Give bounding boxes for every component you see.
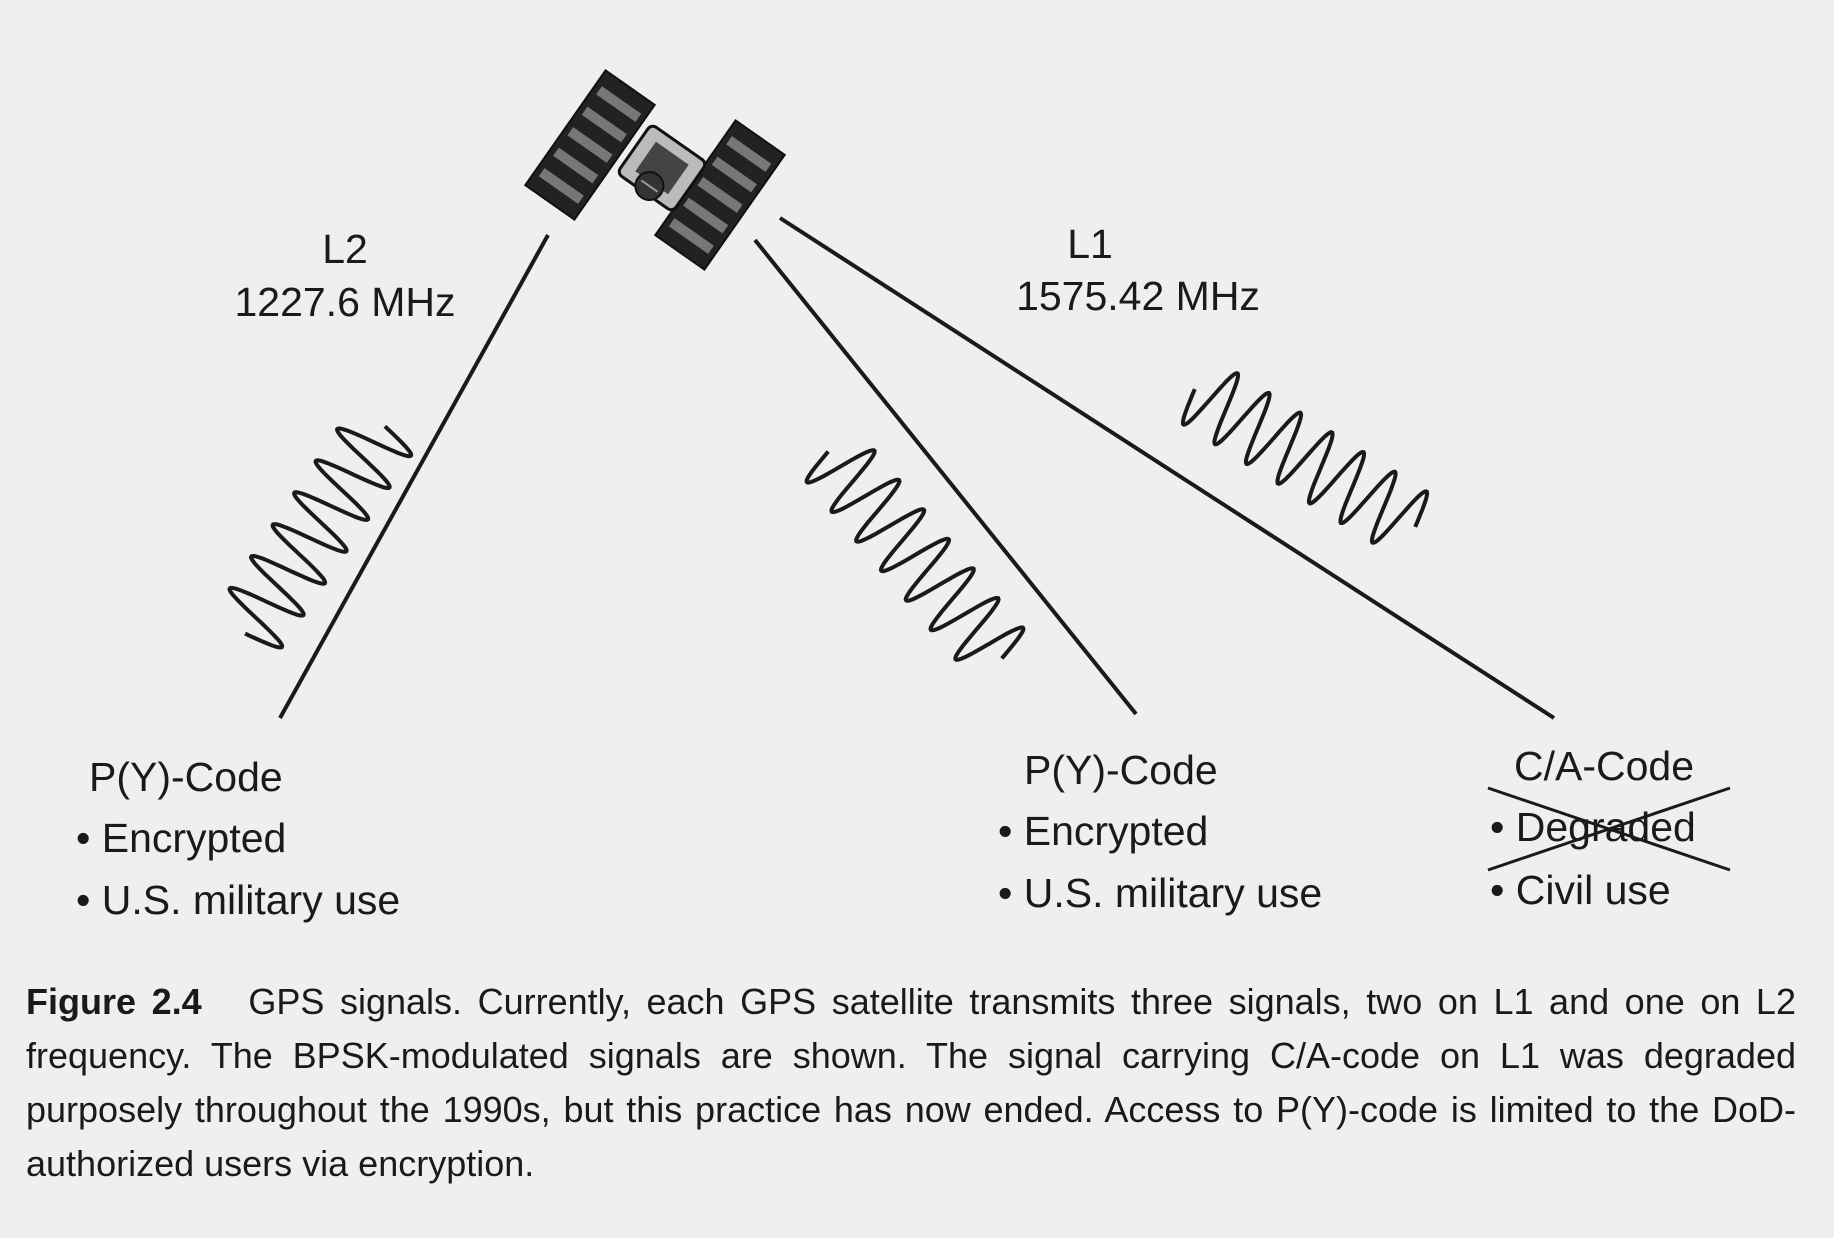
left-item-encrypted: • Encrypted [76,814,286,862]
right-code-title: C/A-Code [1514,743,1695,789]
satellite-icon [525,70,784,269]
l2-band-label: L2 [322,226,368,272]
right-item-use: • Civil use [1490,866,1671,914]
figure-number: Figure 2.4 [26,981,202,1022]
left-code-title: P(Y)-Code [89,754,283,800]
middle-code-title: P(Y)-Code [1024,747,1218,793]
right-item-degraded: • Degraded [1490,803,1696,851]
middle-item-encrypted: • Encrypted [998,807,1208,855]
caption-text: GPS signals. Currently, each GPS satellite transmits three signals, two on L1 and one on L2 frequency. The BPSK-modulated signals are shown. The signal carrying C/A-code on L1 was degraded purposely throughout the 1990s, but this practice has now ended. Access to P(Y)-code is limited to the DoD-authorized users via encryption. [26,981,1796,1184]
middle-item-use: • U.S. military use [998,869,1322,917]
left-item-use: • U.S. military use [76,876,400,924]
l2-frequency-label: 1227.6 MHz [234,279,456,325]
figure-caption [26,975,1796,1191]
wave-icon [230,426,412,647]
l1-frequency-label: 1575.42 MHz [1016,273,1260,319]
wave-icon [1183,373,1427,543]
wave-icon [807,450,1024,660]
l1-band-label: L1 [1067,221,1113,267]
